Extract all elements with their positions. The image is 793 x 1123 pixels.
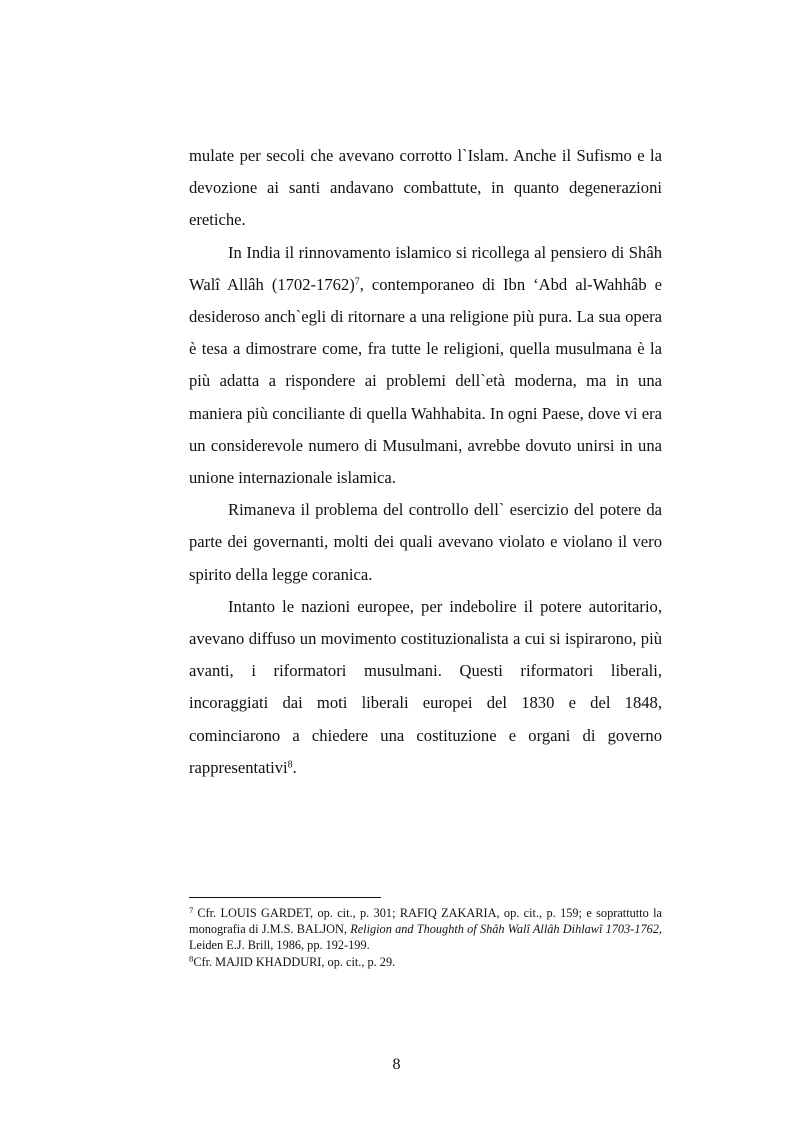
paragraph-2-text-start: In India il rinnovamento islamico si ricollega al pensiero di Shâh Walî Allâh (1702-1762) (189, 242, 662, 294)
footnote-reference-7[interactable]: 7 (354, 276, 360, 288)
page-number: 8 (392, 1056, 401, 1073)
paragraph-4-text-end: . (292, 757, 297, 777)
main-text (189, 140, 662, 784)
footnote-7 (189, 905, 662, 954)
footnote-7-text-end: , Leiden E.J. Brill, 1986, pp. 192-199. (189, 922, 662, 953)
paragraph-2-text-end: , contemporaneo di Ibn ‘Abd al-Wahhâb e desideroso anch`egli di ritornare a una religione più pura. La sua opera è tesa a dimostrare come, fra tutte le religioni, quella musulmana è la più adatta a rispondere ai problemi dell`età moderna, ma in una maniera più conciliante di quella Wahhabita. In ogni Paese, dove vi era un considerevole numero di Musulmani, avrebbe dovuto unirsi in una unione internazionale islamica. (189, 274, 662, 488)
footnote-mark-7: 7 (189, 904, 194, 915)
footnote-separator (189, 897, 381, 898)
paragraph-4-text-start: Intanto le nazioni europee, per indebolire il potere autoritario, avevano diffuso un movimento costituzionalista a cui si ispirarono, più avanti, i riformatori musulmani. Questi riformatori liberali, incoraggiati dai moti liberali europei del 1830 e del 1848, cominciarono a chiedere una costituzione e organi di governo rappresentativi (189, 596, 662, 777)
footnote-mark-8: 8 (189, 953, 194, 964)
paragraph-3-text: Rimaneva il problema del controllo dell` esercizio del potere da parte dei governanti, molti dei quali avevano violato e violano il vero spirito della legge coranica. (189, 500, 662, 584)
footnote-7-text-start: Cfr. LOUIS GARDET, op. cit., p. 301; RAFIQ ZAKARIA, op. cit., p. 159; e soprattutto la monografia di J.M.S. BALJON, (189, 906, 662, 937)
paragraph-2 (189, 237, 662, 495)
footnote-8 (189, 954, 662, 970)
paragraph-4 (189, 591, 662, 784)
paragraph-3 (189, 494, 662, 591)
footnotes (189, 905, 662, 970)
paragraph-1 (189, 140, 662, 237)
footnote-reference-8[interactable]: 8 (287, 759, 293, 771)
paragraph-1-text: mulate per secoli che avevano corrotto l`Islam. Anche il Sufismo e la devozione ai santi andavano combattute, in quanto degenerazioni eretiche. (189, 146, 662, 230)
footnote-7-book-title: Religion and Thoughth of Shâh Walî Allâh Dihlawî 1703-1762 (350, 922, 659, 937)
footnote-8-text: Cfr. MAJID KHADDURI, op. cit., p. 29. (193, 954, 396, 969)
